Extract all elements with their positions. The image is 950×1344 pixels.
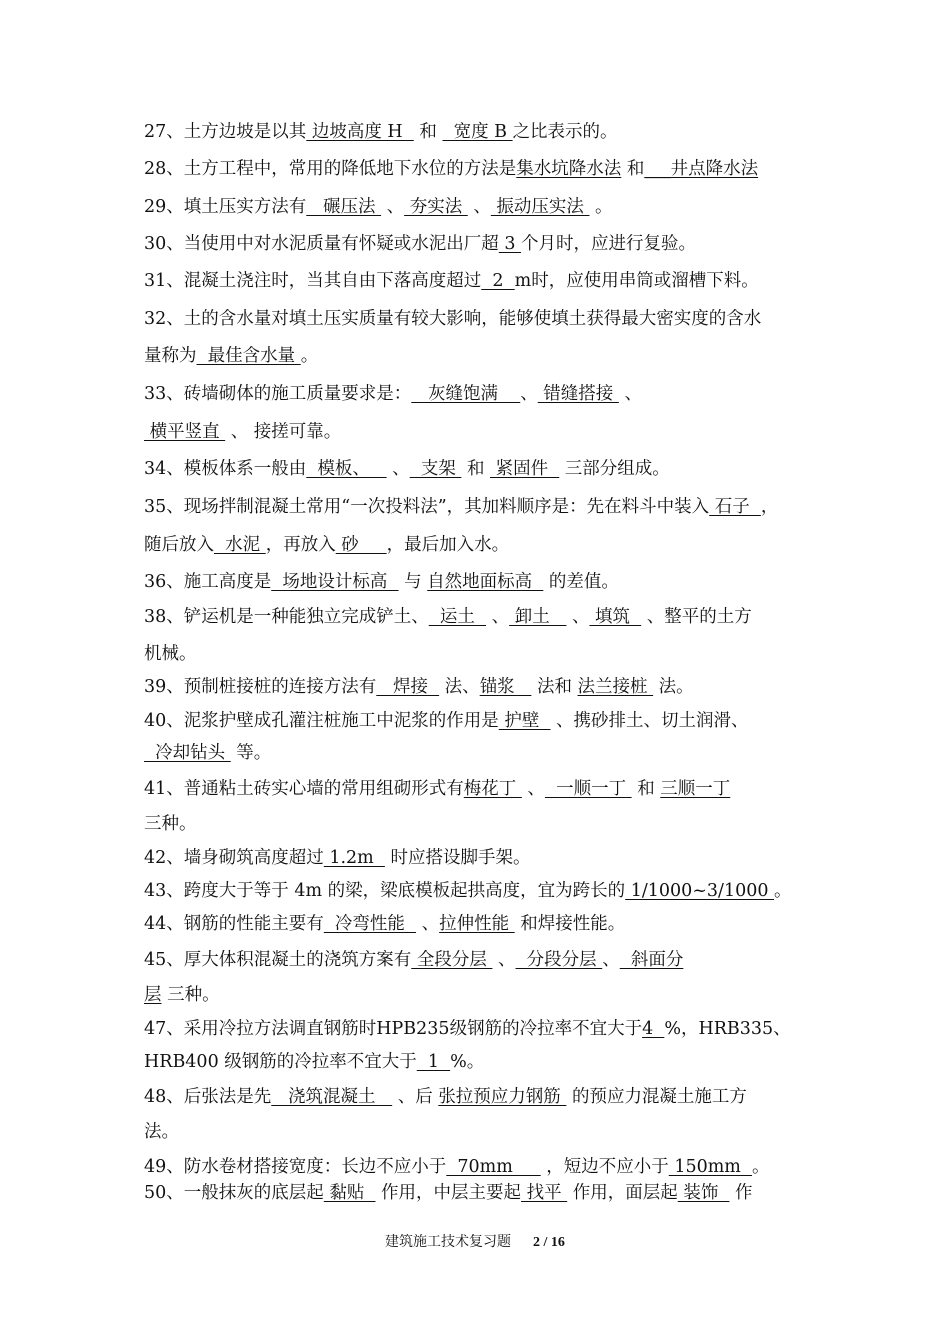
question-40-line1 <box>144 709 812 733</box>
text: 、 <box>416 914 440 934</box>
text: 45、厚大体积混凝土的浇筑方案有 <box>144 950 412 970</box>
text: 法。 <box>653 677 694 697</box>
answer-blank: 振动压实法 <box>490 197 590 217</box>
text: 和 <box>461 459 491 479</box>
text: 27、土方边坡是以其 <box>144 122 307 142</box>
answer-blank: 运土 <box>428 607 487 627</box>
answer-blank: 石子 <box>709 497 761 517</box>
answer-blank: 冷却钻头 <box>144 743 231 763</box>
text: 与 <box>398 572 428 592</box>
text: 、 <box>492 950 516 970</box>
answer-blank: 卸土 <box>509 607 567 627</box>
question-50 <box>144 1181 812 1205</box>
question-35-line1 <box>144 495 812 519</box>
question-40-line2 <box>144 741 812 765</box>
text: 作用，面层起 <box>567 1183 678 1203</box>
answer-blank: 自然地面标高 <box>427 572 544 592</box>
text: 28、土方工程中，常用的降低地下水位的方法是 <box>144 159 517 179</box>
text: 36、施工高度是 <box>144 572 272 592</box>
text: 。 <box>774 881 792 901</box>
text: 量称为 <box>144 346 197 366</box>
answer-blank: 斜面分 <box>619 950 684 970</box>
question-33-line2 <box>144 420 812 444</box>
footer-title: 建筑施工技术复习题 <box>385 1234 512 1250</box>
text: 40、泥浆护壁成孔灌注桩施工中泥浆的作用是 <box>144 711 499 731</box>
text: ，最后加入水。 <box>386 535 510 555</box>
text: HRB400 级钢筋的冷拉率不宜大于 <box>144 1052 417 1072</box>
text: %。 <box>450 1052 485 1072</box>
text: 42、墙身砌筑高度超过 <box>144 848 324 868</box>
question-34 <box>144 457 812 481</box>
answer-blank: 找平 <box>521 1183 568 1203</box>
text: 、 <box>566 607 590 627</box>
text: 、 <box>520 384 538 404</box>
text: 31、混凝土浇注时，当其自由下落高度超过 <box>144 271 482 291</box>
text: 38、铲运机是一种能独立完成铲土、 <box>144 607 429 627</box>
text: 32、土的含水量对填土压实质量有较大影响，能够使填土获得最大密实度的含水 <box>144 309 762 329</box>
answer-blank: ___井点降水法 <box>644 159 759 179</box>
question-39 <box>144 675 812 699</box>
text: 作用，中层主要起 <box>375 1183 522 1203</box>
answer-blank: 夯实法 <box>404 197 468 217</box>
text: 43、跨度大于等于 4m 的梁，梁底模板起拱高度，宜为跨长的 <box>144 881 626 901</box>
question-30 <box>144 232 812 256</box>
text: 、 <box>381 197 405 217</box>
text: 44、钢筋的性能主要有 <box>144 914 324 934</box>
text: 48、后张法是先 <box>144 1087 272 1107</box>
answer-blank: 张拉预应力钢筋 <box>438 1087 567 1107</box>
answer-blank: 填筑 <box>589 607 642 627</box>
question-45-line1 <box>144 948 812 972</box>
text: 和焊接性能。 <box>514 914 626 934</box>
answer-blank: 法兰接桩 <box>577 677 654 697</box>
text: 时应搭设脚手架。 <box>384 848 531 868</box>
answer-blank: 护壁 <box>498 711 551 731</box>
text: 47、采用冷拉方法调直钢筋时HPB235级钢筋的冷拉率不宜大于 <box>144 1019 643 1039</box>
answer-blank: 紧固件 <box>490 459 560 479</box>
text: 。 <box>752 1157 770 1177</box>
text: 、后 <box>392 1087 439 1107</box>
answer-blank: 2 <box>481 271 515 291</box>
answer-blank: 层 <box>144 985 162 1005</box>
question-38-line1 <box>144 605 812 629</box>
answer-blank: 梅花丁 <box>463 779 522 799</box>
text: 和 <box>413 122 443 142</box>
answer-blank: 灰缝饱满 <box>411 384 521 404</box>
text: 、 <box>467 197 491 217</box>
text: 、 <box>602 950 620 970</box>
text: 作 <box>729 1183 753 1203</box>
text: 和 <box>621 159 645 179</box>
text: 三种。 <box>144 814 197 834</box>
question-49 <box>144 1155 812 1179</box>
answer-blank: 拉伸性能 <box>439 914 515 934</box>
answer-blank: 边坡高度 H <box>306 122 414 142</box>
answer-blank: 横平竖直 <box>144 422 226 442</box>
text: 、 接搓可靠。 <box>225 422 342 442</box>
question-41-line1 <box>144 777 812 801</box>
text: 、 <box>521 779 545 799</box>
answer-blank: 一顺一丁 <box>544 779 632 799</box>
text: 和 <box>631 779 661 799</box>
question-42 <box>144 846 812 870</box>
page-footer <box>0 1233 950 1252</box>
page-number: 2 / 16 <box>533 1235 565 1250</box>
text: 。 <box>589 197 613 217</box>
text: 个月时，应进行复验。 <box>521 234 697 254</box>
text: 、 <box>618 384 642 404</box>
text: 机械。 <box>144 644 197 664</box>
question-33-line1 <box>144 382 812 406</box>
question-47-line1 <box>144 1017 812 1041</box>
answer-blank: 砂 <box>335 535 387 555</box>
question-35-line2 <box>144 533 812 557</box>
text: ， <box>760 497 779 517</box>
question-29 <box>144 195 812 219</box>
text: 三种。 <box>161 985 220 1005</box>
answer-blank: 三顺一丁 <box>660 779 731 799</box>
text: 之比表示的。 <box>512 122 618 142</box>
answer-blank: 4 <box>642 1019 665 1039</box>
text: 34、模板体系一般由 <box>144 459 307 479</box>
answer-blank: 70mm <box>446 1157 541 1177</box>
text: 、携砂排土、切土润滑、 <box>550 711 749 731</box>
text: 随后放入 <box>144 535 214 555</box>
text: 法和 <box>531 677 578 697</box>
text: 35、现场拌制混凝土常用“一次投料法”，其加料顺序是：先在料斗中装入 <box>144 497 710 517</box>
text: 33、砖墙砌体的施工质量要求是： <box>144 384 412 404</box>
text: 等。 <box>230 743 272 763</box>
text: 。 <box>300 346 319 366</box>
text: 的差值。 <box>543 572 619 592</box>
text: 法。 <box>144 1122 179 1142</box>
text: 、 <box>486 607 510 627</box>
question-47-line2 <box>144 1050 812 1074</box>
answer-blank: 1.2m <box>323 848 385 868</box>
question-32-line1 <box>144 307 812 331</box>
text: m时，应使用串筒或溜槽下料。 <box>514 271 759 291</box>
answer-blank: 1/1000~3/1000 <box>625 881 775 901</box>
text: 30、当使用中对水泥质量有怀疑或水泥出厂超 <box>144 234 499 254</box>
text: 的预应力混凝土施工方 <box>566 1087 747 1107</box>
answer-blank: 1 <box>416 1052 451 1072</box>
text: ，短边不应小于 <box>540 1157 669 1177</box>
answer-blank: 碾压法 <box>306 197 382 217</box>
answer-blank: 分段分层 <box>515 950 603 970</box>
question-45-line2 <box>144 983 812 1007</box>
answer-blank: 支架 <box>409 459 462 479</box>
answer-blank: 浇筑混凝土 <box>271 1087 393 1107</box>
question-36 <box>144 570 812 594</box>
question-43 <box>144 879 812 903</box>
answer-blank: 错缝搭接 <box>537 384 619 404</box>
answer-blank: 宽度 B <box>442 122 513 142</box>
text: 、整平的土方 <box>641 607 752 627</box>
answer-blank: 冷弯性能 <box>323 914 417 934</box>
answer-blank: 装饰 <box>677 1183 730 1203</box>
answer-blank: 锚浆 <box>479 677 532 697</box>
text: 41、普通粘土砖实心墙的常用组砌形式有 <box>144 779 464 799</box>
question-27 <box>144 120 812 144</box>
question-38-line2 <box>144 642 812 666</box>
answer-blank: 焊接 <box>376 677 440 697</box>
answer-blank: 水泥 <box>214 535 266 555</box>
question-44 <box>144 912 812 936</box>
answer-blank: 场地设计标高 <box>271 572 399 592</box>
answer-blank: 150mm <box>668 1157 753 1177</box>
answer-blank: 3 <box>498 234 522 254</box>
text: 法、 <box>439 677 480 697</box>
question-48-line2 <box>144 1120 812 1144</box>
answer-blank: 全段分层 <box>411 950 493 970</box>
question-28 <box>144 157 812 181</box>
answer-blank: 模板、 <box>306 459 387 479</box>
text: 、 <box>386 459 410 479</box>
question-48-line1 <box>144 1085 812 1109</box>
text: 29、填土压实方法有 <box>144 197 307 217</box>
text: 三部分组成。 <box>559 459 670 479</box>
question-32-line2 <box>144 344 812 368</box>
answer-blank: 黏贴 <box>323 1183 376 1203</box>
text: 50、一般抹灰的底层起 <box>144 1183 324 1203</box>
text: %，HRB335、 <box>664 1019 791 1039</box>
question-31 <box>144 269 812 293</box>
answer-blank: 最佳含水量 <box>196 346 301 366</box>
question-41-line2 <box>144 812 812 836</box>
text: 39、预制桩接桩的连接方法有 <box>144 677 377 697</box>
text: ，再放入 <box>265 535 336 555</box>
text: 49、防水卷材搭接宽度：长边不应小于 <box>144 1157 447 1177</box>
answer-blank: 集水坑降水法 <box>516 159 622 179</box>
